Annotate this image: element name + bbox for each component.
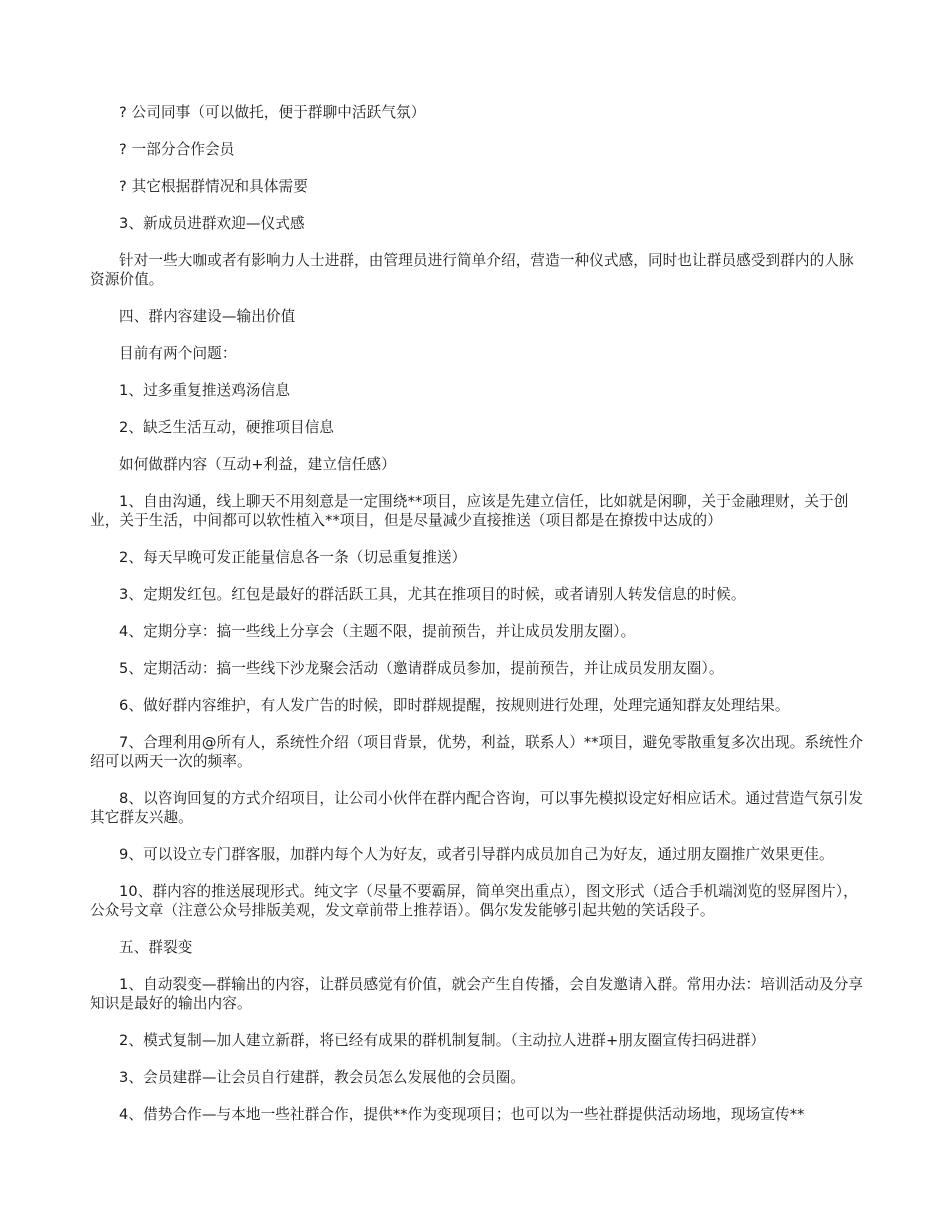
content-item-1: 1、自由沟通，线上聊天不用刻意是一定围绕**项目，应该是先建立信任，比如就是闲聊，关于金融理财，关于创业，关于生活，中间都可以软性植入**项目，但是尽量减少直接推送（项目都是在撩拨中达成的）	[90, 493, 849, 529]
fission-item-3: 3、会员建群—让会员自行建群，教会员怎么发展他的会员圈。	[119, 1069, 526, 1086]
bullet-others: ? 其它根据群情况和具体需要	[119, 178, 308, 195]
problem-item-1: 1、过多重复推送鸡汤信息	[119, 382, 291, 399]
content-item-3: 3、定期发红包。红包是最好的群活跃工具，尤其在推项目的时候，或者请别人转发信息的时候。	[119, 586, 746, 603]
paragraph-vip-intro: 针对一些大咖或者有影响力人士进群，由管理员进行简单介绍，营造一种仪式感，同时也让群员感受到群内的人脉资源价值。	[90, 252, 854, 288]
content-item-4: 4、定期分享：搞一些线上分享会（主题不限，提前预告，并让成员发朋友圈）。	[119, 623, 636, 640]
content-item-5: 5、定期活动：搞一些线下沙龙聚会活动（邀请群成员参加，提前预告，并让成员发朋友圈）。	[119, 660, 724, 677]
content-item-6: 6、做好群内容维护，有人发广告的时候，即时群规提醒，按规则进行处理，处理完通知群友处理结果。	[119, 697, 790, 714]
bullet-colleagues: ? 公司同事（可以做托，便于群聊中活跃气氛）	[119, 104, 426, 121]
content-item-2: 2、每天早晚可发正能量信息各一条（切忌重复推送）	[119, 549, 467, 566]
bullet-partner-members: ? 一部分合作会员	[119, 141, 235, 158]
fission-item-4: 4、借势合作—与本地一些社群合作，提供**作为变现项目；也可以为一些社群提供活动场地，现场宣传**	[119, 1106, 805, 1123]
content-item-7: 7、合理利用@所有人，系统性介绍（项目背景，优势，利益，联系人）**项目，避免零散重复多次出现。系统性介绍可以两天一次的频率。	[90, 734, 864, 770]
section-heading-fission: 五、群裂变	[119, 939, 193, 956]
document-body	[90, 103, 866, 1142]
paragraph-two-problems: 目前有两个问题：	[119, 345, 237, 362]
problem-item-2: 2、缺乏生活互动，硬推项目信息	[119, 419, 335, 436]
content-item-8: 8、以咨询回复的方式介绍项目，让公司小伙伴在群内配合咨询，可以事先模拟设定好相应话术。通过营造气氛引发其它群友兴趣。	[90, 790, 864, 826]
paragraph-how-to: 如何做群内容（互动+利益，建立信任感）	[119, 456, 396, 473]
content-item-9: 9、可以设立专门群客服，加群内每个人为好友，或者引导群内成员加自己为好友，通过朋友圈推广效果更佳。	[119, 846, 834, 863]
content-item-10: 10、群内容的推送展现形式。纯文字（尽量不要霸屏，简单突出重点），图文形式（适合手机端浏览的竖屏图片），公众号文章（注意公众号排版美观，发文章前带上推荐语）。偶尔发发能够引起共勉的笑话段子。	[90, 883, 858, 919]
fission-item-2: 2、模式复制—加人建立新群，将已经有成果的群机制复制。（主动拉人进群+朋友圈宣传扫码进群）	[119, 1032, 766, 1049]
fission-item-1: 1、自动裂变—群输出的内容，让群员感觉有价值，就会产生自传播，会自发邀请入群。常用办法：培训活动及分享知识是最好的输出内容。	[90, 976, 864, 1012]
section-heading-content: 四、群内容建设—输出价值	[119, 308, 296, 325]
item-welcome-ritual: 3、新成员进群欢迎—仪式感	[119, 215, 305, 232]
